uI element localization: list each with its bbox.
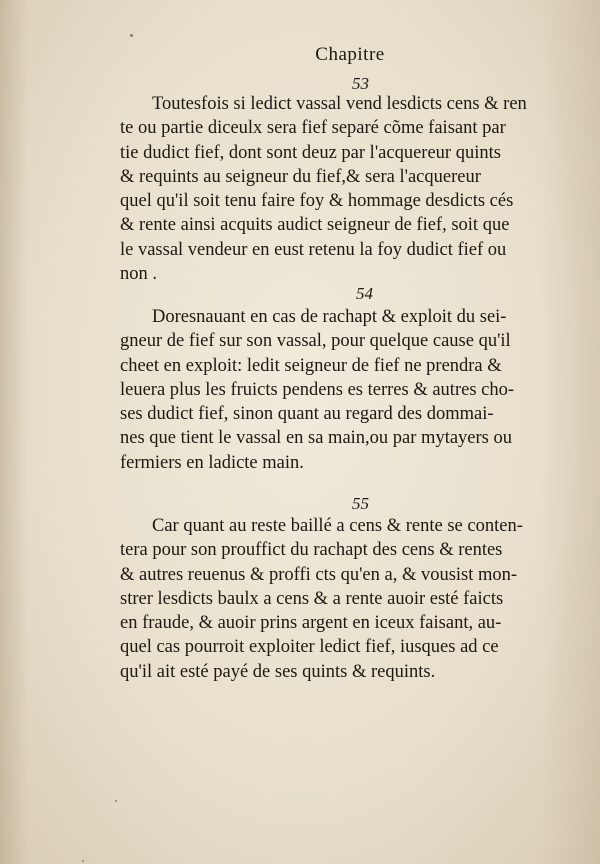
text-line: cheet en exploit: ledit seigneur de fief ne prendra & [120, 355, 502, 376]
text-line: tera pour son prouffict du rachapt des cens & rentes [120, 540, 503, 561]
article-53-text [120, 92, 598, 286]
article-55-text [120, 514, 598, 684]
text-line: ses dudict fief, sinon quant au regard des dommai- [120, 404, 494, 425]
paper-stain [130, 34, 133, 37]
text-line: qu'il ait esté payé de ses quints & requints. [120, 661, 436, 682]
text-line: gneur de fief sur son vassal, pour quelque cause qu'il [120, 331, 511, 352]
text-line: Car quant au reste baillé a cens & rente se conten- [152, 516, 523, 536]
text-line: quel qu'il soit tenu faire foy & hommage desdicts cés [120, 191, 514, 212]
text-line: Doresnauant en cas de rachapt & exploit du sei- [152, 307, 507, 327]
text-line: Toutesfois si ledict vassal vend lesdicts cens & ren [152, 94, 527, 114]
text-line: fermiers en ladicte main. [120, 452, 304, 473]
article-number-54: 54 [356, 284, 373, 303]
running-head: Chapitre [315, 44, 385, 65]
text-line: & rente ainsi acquits audict seigneur de fief, soit que [120, 215, 510, 236]
text-line: quel cas pourroit exploiter ledict fief, iusques ad ce [120, 637, 499, 658]
text-line: strer lesdicts baulx a cens & a rente auoir esté faicts [120, 588, 504, 609]
text-line: en fraude, & auoir prins argent en iceux faisant, au- [120, 613, 502, 634]
paper-stain [82, 860, 84, 862]
text-line: non . [120, 264, 157, 285]
article-number-53: 53 [352, 74, 369, 93]
text-line: & requints au seigneur du fief,& sera l'acquereur [120, 166, 481, 187]
article-54-text [120, 305, 598, 475]
text-line: tie dudict fief, dont sont deuz par l'acquereur quints [120, 142, 501, 163]
text-line: nes que tient le vassal en sa main,ou par mytayers ou [120, 428, 512, 449]
text-line: & autres reuenus & proffi cts qu'en a, & vousist mon- [120, 564, 518, 585]
text-line: le vassal vendeur en eust retenu la foy dudict fief ou [120, 239, 507, 260]
article-number-55: 55 [352, 494, 369, 513]
text-line: te ou partie diceulx sera fief separé cõme faisant par [120, 118, 506, 139]
paper-stain [115, 800, 117, 802]
text-line: leuera plus les fruicts pendens es terres & autres cho- [120, 379, 515, 400]
